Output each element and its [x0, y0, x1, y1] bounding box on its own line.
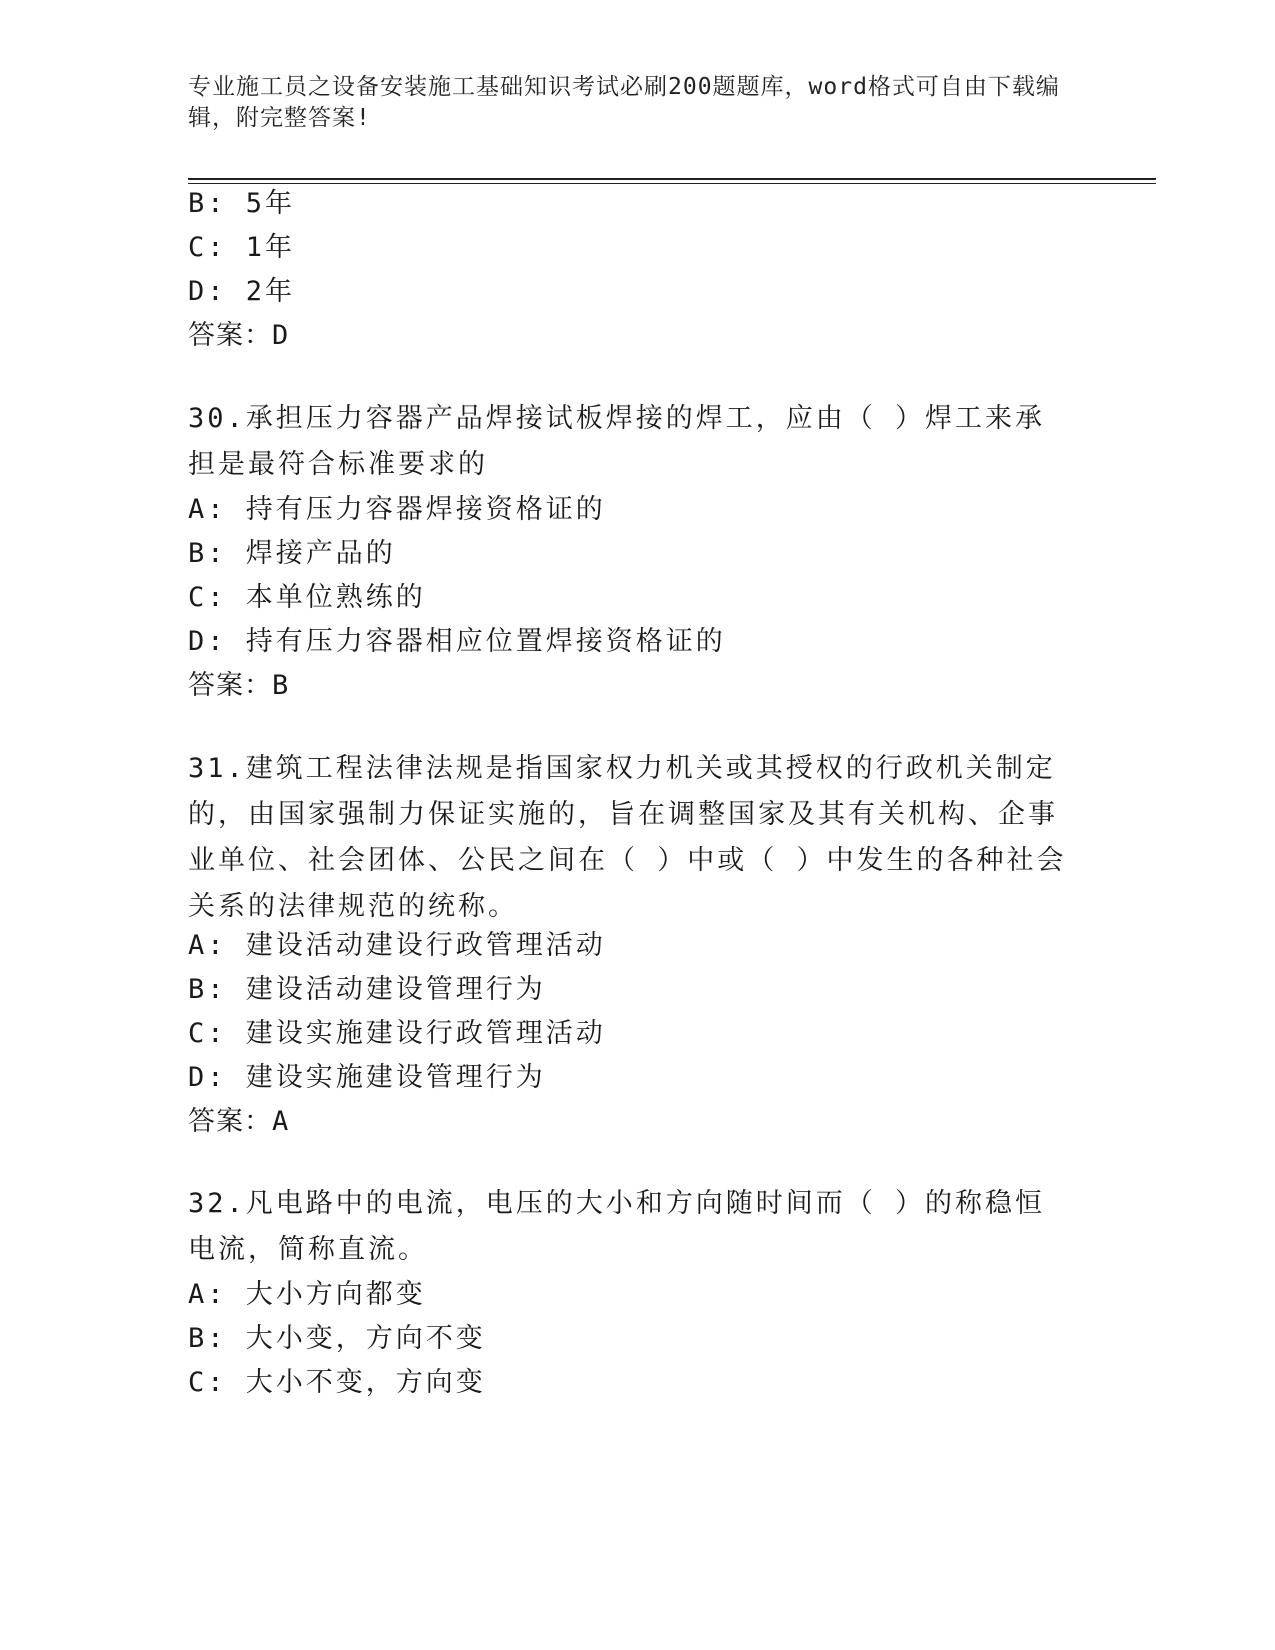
- q32-option-c: C: 大小不变，方向变: [188, 1367, 486, 1398]
- q30-option-c: C: 本单位熟练的: [188, 582, 426, 613]
- q31-option-d: D: 建设实施建设管理行为: [188, 1062, 546, 1093]
- q31-option-b: B: 建设活动建设管理行为: [188, 974, 546, 1005]
- q30-option-d: D: 持有压力容器相应位置焊接资格证的: [188, 626, 726, 657]
- q30-answer-label: 答案：: [188, 670, 272, 701]
- q31-answer: [188, 1106, 288, 1138]
- q32-option-b: B: 大小变，方向不变: [188, 1323, 486, 1354]
- q30-option-a: A: 持有压力容器焊接资格证的: [188, 494, 606, 525]
- q29-answer-label: 答案：: [188, 320, 272, 351]
- document-header-title: 专业施工员之设备安装施工基础知识考试必刷200题题库，word格式可自由下载编辑，附完整答案!: [188, 74, 1060, 131]
- q29-answer-value: D: [272, 320, 289, 351]
- q29-option-c: C: 1年: [188, 232, 296, 263]
- q31-option-c: C: 建设实施建设行政管理活动: [188, 1018, 606, 1049]
- q31-answer-value: A: [272, 1106, 289, 1137]
- q31-answer-label: 答案：: [188, 1106, 272, 1137]
- header-divider-thin: [188, 183, 1156, 184]
- q29-option-b: B: 5年: [188, 188, 296, 219]
- q30-answer: [188, 670, 288, 702]
- q29-option-d: D: 2年: [188, 276, 296, 307]
- q31-option-a: A: 建设活动建设行政管理活动: [188, 930, 606, 961]
- q30-answer-value: B: [272, 670, 289, 701]
- q29-answer: [188, 320, 288, 352]
- q30-option-b: B: 焊接产品的: [188, 538, 396, 569]
- q32-stem: 32.凡电路中的电流，电压的大小和方向随时间而（ ）的称稳恒电流，简称直流。: [188, 1188, 1046, 1265]
- q30-stem: 30.承担压力容器产品焊接试板焊接的焊工，应由（ ）焊工来承担是最符合标准要求的: [188, 403, 1046, 480]
- header-divider-thick: [188, 178, 1156, 180]
- q32-option-a: A: 大小方向都变: [188, 1279, 426, 1310]
- q31-stem: 31.建筑工程法律法规是指国家权力机关或其授权的行政机关制定的，由国家强制力保证实施的，旨在调整国家及其有关机构、企事业单位、社会团体、公民之间在（ ）中或（ ）中发生的各种社会关系的法律规范的统称。: [188, 753, 1067, 922]
